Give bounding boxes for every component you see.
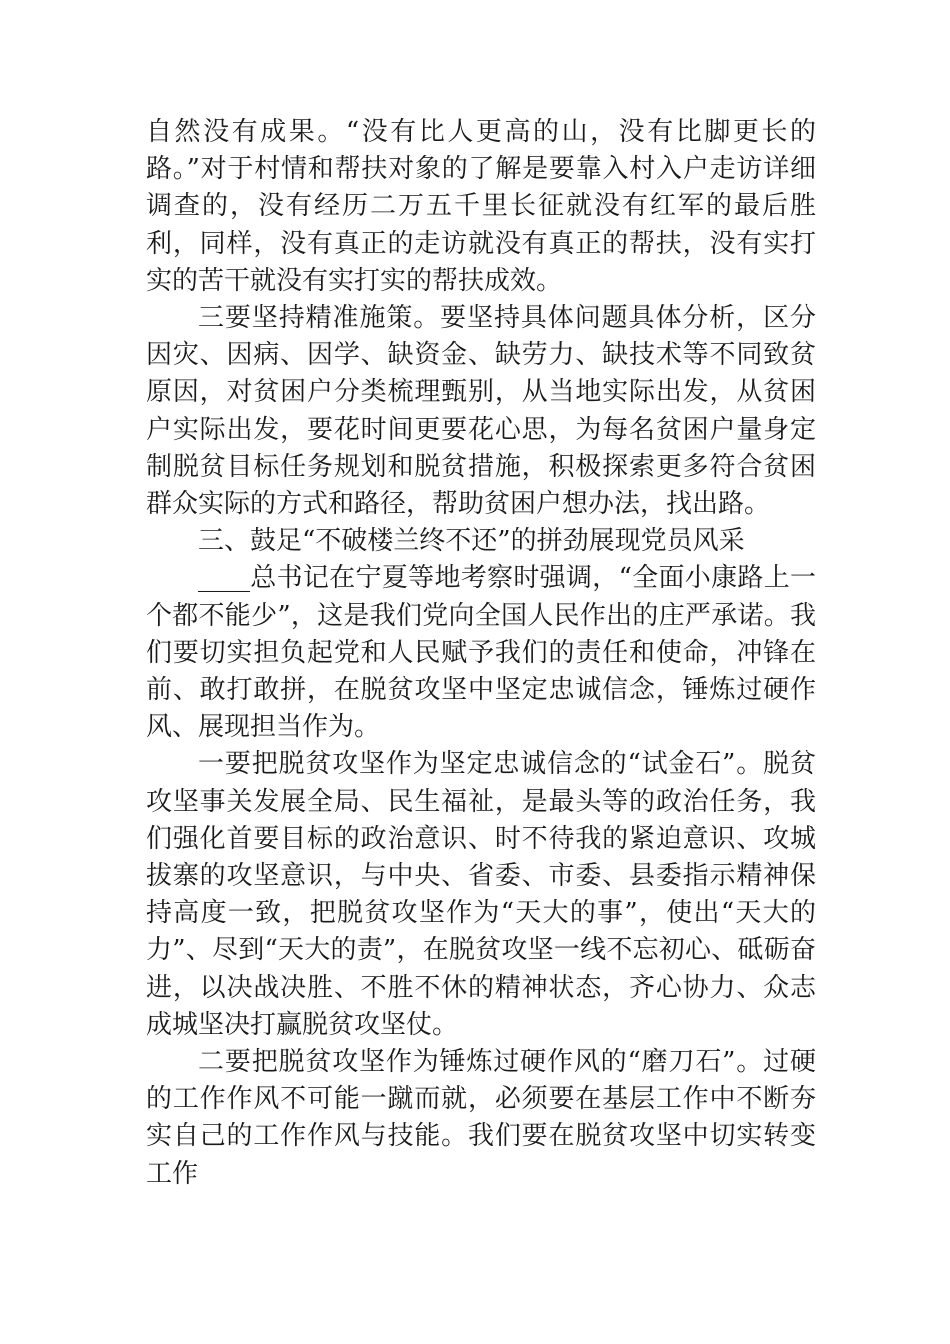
- section-heading: 三、鼓足“不破楼兰终不还”的拼劲展现党员风采: [198, 526, 745, 557]
- paragraph-2: 三要坚持精准施策。要坚持具体问题具体分析，区分因灾、因病、因学、缺资金、缺劳力、缺技术等不同致贫原因，对贫困户分类梳理甄别，从当地实际出发，从贫困户实际出发，要花时间更要花心思，为每名贫困户量身定制脱贫目标任务规划和脱贫措施，积极探索更多符合贫困群众实际的方式和路径，帮助贫困户想办法，找出路。: [146, 303, 816, 520]
- paragraph-3: ____总书记在宁夏等地考察时强调，“全面小康路上一个都不能少”，这是我们党向全国人民作出的庄严承诺。我们要切实担负起党和人民赋予我们的责任和使命，冲锋在前、敢打敢拼，在脱贫攻坚中坚定忠诚信念，锤炼过硬作风、展现担当作为。: [146, 563, 816, 743]
- document-body: [146, 114, 816, 1193]
- paragraph-1: 自然没有成果。“没有比人更高的山，没有比脚更长的路。”对于村情和帮扶对象的了解是要靠入村入户走访详细调查的，没有经历二万五千里长征就没有红军的最后胜利，同样，没有真正的走访就没有真正的帮扶，没有实打实的苦干就没有实打实的帮扶成效。: [146, 117, 816, 296]
- paragraph-5: 二要把脱贫攻坚作为锤炼过硬作风的“磨刀石”。过硬的工作作风不可能一蹴而就，必须要在基层工作中不断夯实自己的工作作风与技能。我们要在脱贫攻坚中切实转变工作: [146, 1047, 816, 1189]
- paragraph-4: 一要把脱贫攻坚作为坚定忠诚信念的“试金石”。脱贫攻坚事关发展全局、民生福祉，是最头等的政治任务，我们强化首要目标的政治意识、时不待我的紧迫意识、攻城拔寨的攻坚意识，与中央、省委、市委、县委指示精神保持高度一致，把脱贫攻坚作为“天大的事”，使出“天大的力”、尽到“天大的责”，在脱贫攻坚一线不忘初心、砥砺奋进，以决战决胜、不胜不休的精神状态，齐心协力、众志成城坚决打赢脱贫攻坚仗。: [146, 749, 816, 1040]
